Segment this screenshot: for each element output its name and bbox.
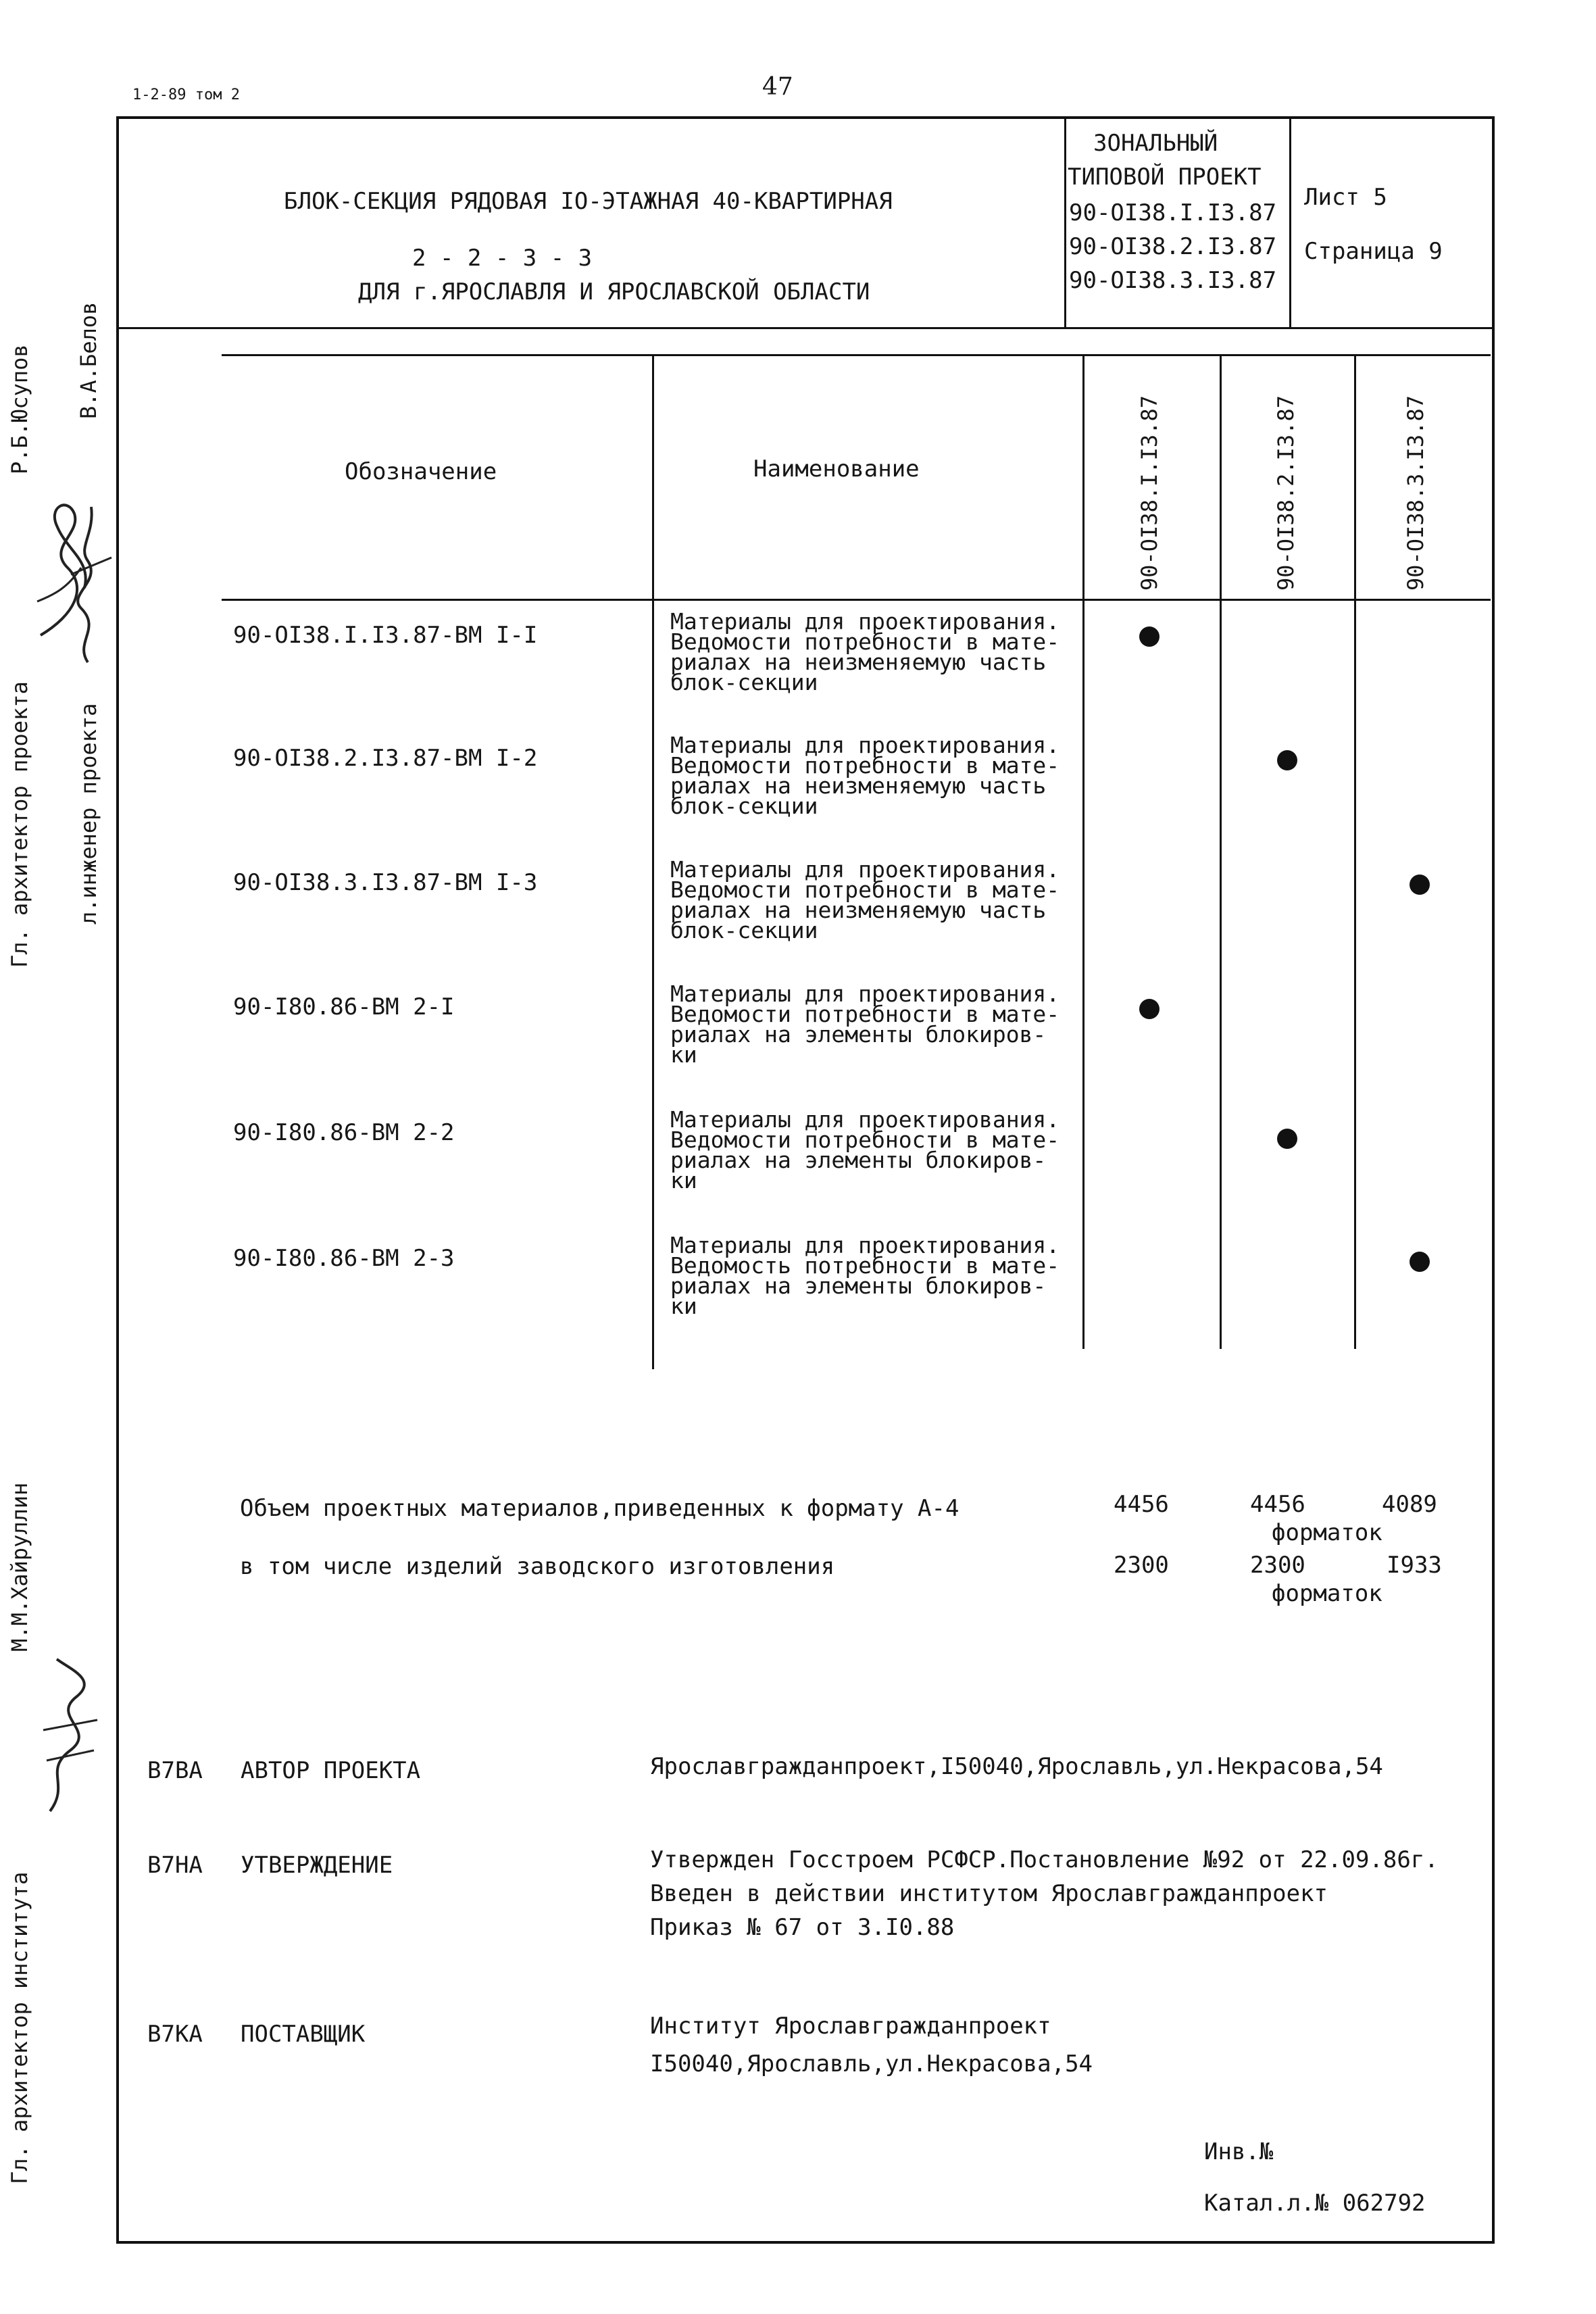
title-block-separator-2: [1289, 116, 1291, 328]
volume-unit: форматок: [1272, 1519, 1382, 1546]
page-label: Страница 9: [1304, 238, 1443, 265]
factory-value-2: 2300: [1250, 1552, 1305, 1579]
table-row-4-designation: 90-I80.86-ВМ 2-I: [233, 993, 455, 1020]
title-block-separator-1: [1064, 116, 1066, 328]
column-header-variant-1: 90-OI38.I.I3.87: [1137, 395, 1162, 591]
table-col-divider-2: [1082, 355, 1084, 1349]
author-value: Ярославгражданпроект,I50040,Ярославль,ул.Некрасова,54: [650, 1753, 1383, 1780]
author-label: АВТОР ПРОЕКТА: [241, 1757, 421, 1784]
factory-unit: форматок: [1272, 1580, 1382, 1607]
project-code-1: 90-OI38.I.I3.87: [1069, 199, 1277, 226]
title-line-2: 2 - 2 - 3 - 3: [412, 245, 593, 272]
table-row-3-name: Материалы для проектирования. Ведомости потребности в мате- риалах на неизменяемую часть блок-секции: [670, 856, 1060, 943]
catalog-number: Катал.л.№ 062792: [1204, 2190, 1426, 2217]
table-row-1-mark: [1139, 626, 1159, 647]
volume-value-2: 4456: [1250, 1491, 1305, 1518]
table-row-1-name: Материалы для проектирования. Ведомости потребности в мате- риалах на неизменяемую часть блок-секции: [670, 608, 1060, 695]
table-row-2-designation: 90-OI38.2.I3.87-ВМ I-2: [233, 745, 538, 772]
project-type-line-1: ЗОНАЛЬНЫЙ: [1093, 130, 1218, 157]
table-row-5-designation: 90-I80.86-ВМ 2-2: [233, 1119, 455, 1146]
table-row-4-mark: [1139, 999, 1159, 1019]
factory-value-3: I933: [1387, 1552, 1442, 1579]
approval-line-3: Приказ № 67 от 3.I0.88: [650, 1914, 955, 1941]
volume-value-1: 4456: [1114, 1491, 1169, 1518]
document-reference: 1-2-89 том 2: [132, 87, 240, 103]
signature-belov: [54, 493, 122, 669]
table-row-6-name: Материалы для проектирования. Ведомость потребности в мате- риалах на элементы блокиров- ки: [670, 1232, 1060, 1319]
chief-architect-project-label: Гл. архитектор проекта: [7, 681, 32, 968]
approval-line-1: Утвержден Госстроем РСФСР.Постановление №92 от 22.09.86г.: [650, 1846, 1439, 1873]
table-col-divider-4: [1354, 355, 1356, 1349]
table-row-6-designation: 90-I80.86-ВМ 2-3: [233, 1245, 455, 1272]
column-header-name: Наименование: [753, 456, 920, 483]
table-col-divider-1: [652, 355, 654, 1369]
title-block-divider: [116, 327, 1495, 329]
table-row-4-name: Материалы для проектирования. Ведомости потребности в мате- риалах на элементы блокиров- ки: [670, 981, 1060, 1068]
table-top-line: [222, 354, 1491, 356]
factory-label: в том числе изделий заводского изготовления: [240, 1553, 835, 1580]
table-row-1-designation: 90-OI38.I.I3.87-ВМ I-I: [233, 622, 538, 649]
table-row-3-mark: [1410, 875, 1430, 895]
chief-architect-institute-label: Гл. архитектор института: [7, 1871, 32, 2184]
signature-khairullin: [30, 1649, 111, 1818]
table-row-3-designation: 90-OI38.3.I3.87-ВМ I-3: [233, 869, 538, 896]
table-row-2-name: Материалы для проектирования. Ведомости потребности в мате- риалах на неизменяемую часть блок-секции: [670, 732, 1060, 819]
author-code: В7ВА: [147, 1757, 203, 1784]
table-row-6-mark: [1410, 1252, 1430, 1272]
column-header-variant-3: 90-OI38.3.I3.87: [1403, 395, 1428, 591]
supplier-line-1: Институт Ярославгражданпроект: [650, 2013, 1051, 2040]
column-header-variant-2: 90-OI38.2.I3.87: [1273, 395, 1299, 591]
title-line-3: ДЛЯ г.ЯРОСЛАВЛЯ И ЯРОСЛАВСКОЙ ОБЛАСТИ: [358, 278, 870, 305]
supplier-code: В7КА: [147, 2021, 203, 2048]
page-number: 47: [762, 73, 793, 101]
chief-architect-project-name: Р.Б.Юсупов: [7, 344, 32, 474]
table-col-divider-3: [1220, 355, 1222, 1349]
chief-architect-institute-name: М.М.Хайруллин: [7, 1482, 32, 1652]
table-row-5-name: Материалы для проектирования. Ведомости потребности в мате- риалах на элементы блокиров- ки: [670, 1106, 1060, 1193]
approval-label: УТВЕРЖДЕНИЕ: [241, 1852, 393, 1879]
project-type-line-2: ТИПОВОЙ ПРОЕКТ: [1068, 164, 1262, 191]
column-header-designation: Обозначение: [345, 458, 497, 485]
project-code-2: 90-OI38.2.I3.87: [1069, 233, 1277, 260]
factory-value-1: 2300: [1114, 1552, 1169, 1579]
supplier-label: ПОСТАВЩИК: [241, 2021, 366, 2048]
lead-engineer-name: В.А.Белов: [76, 301, 101, 419]
title-line-1: БЛОК-СЕКЦИЯ РЯДОВАЯ IO-ЭТАЖНАЯ 40-КВАРТИРНАЯ: [284, 188, 893, 215]
supplier-line-2: I50040,Ярославль,ул.Некрасова,54: [650, 2050, 1093, 2077]
approval-code: В7НА: [147, 1852, 203, 1879]
inventory-number: Инв.№: [1204, 2138, 1274, 2165]
approval-line-2: Введен в действии институтом Ярославгражданпроект: [650, 1880, 1328, 1907]
project-code-3: 90-OI38.3.I3.87: [1069, 267, 1277, 294]
table-row-2-mark: [1277, 750, 1297, 770]
sheet-label: Лист 5: [1304, 184, 1387, 211]
volume-label: Объем проектных материалов,приведенных к формату А-4: [240, 1495, 959, 1522]
table-row-5-mark: [1277, 1129, 1297, 1149]
table-header-line: [222, 599, 1491, 601]
lead-engineer-label: л.инженер проекта: [76, 703, 101, 925]
volume-value-3: 4089: [1382, 1491, 1437, 1518]
